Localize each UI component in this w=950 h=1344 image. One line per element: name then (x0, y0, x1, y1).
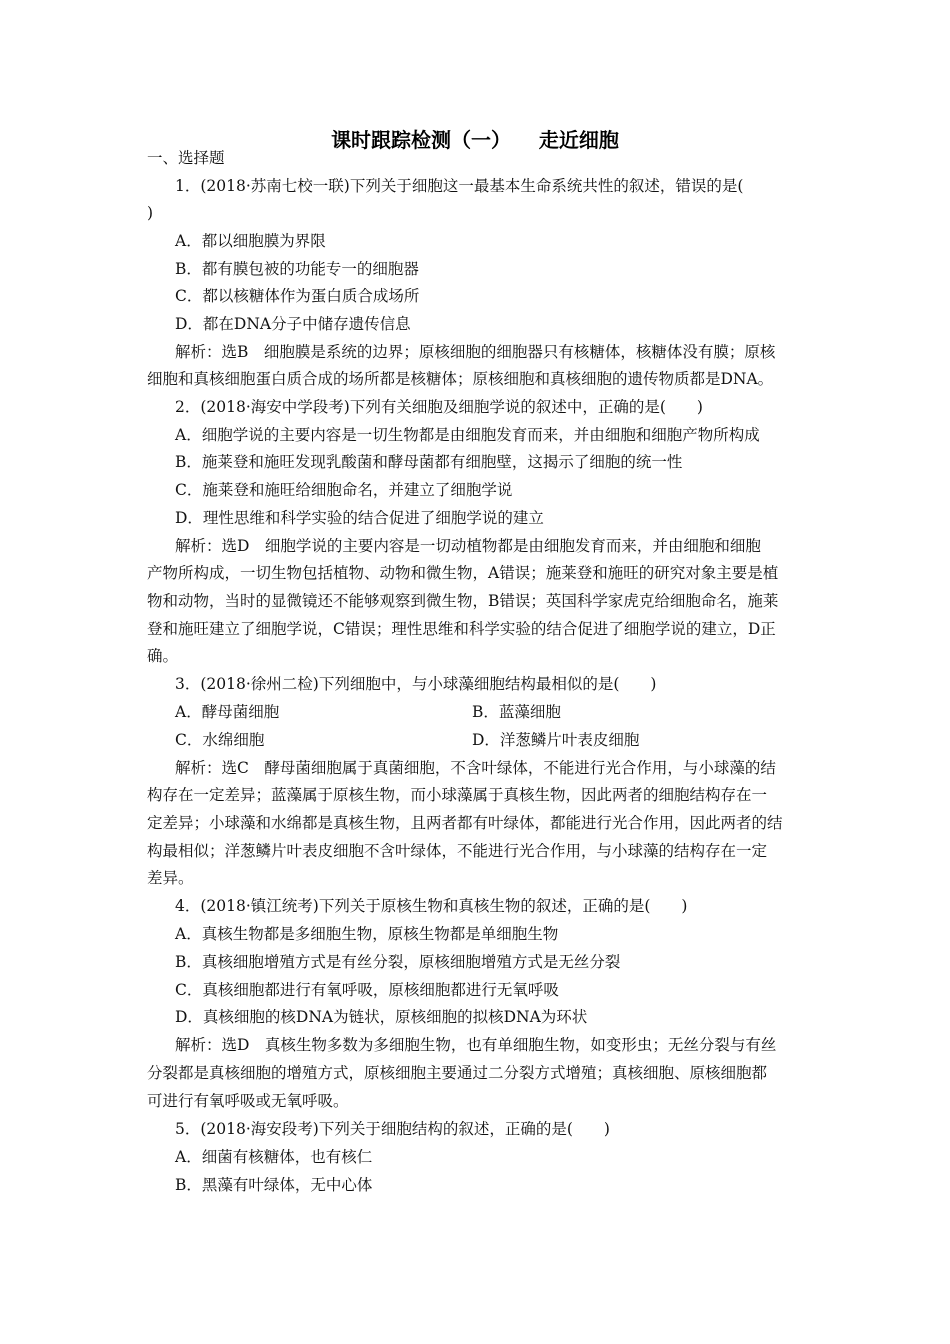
q4-analysis-cont: 可进行有氧呼吸或无氧呼吸。 (147, 1092, 349, 1110)
q4-analysis-cont: 分裂都是真核细胞的增殖方式，原核细胞主要通过二分裂方式增殖；真核细胞、原核细胞都 (147, 1064, 768, 1082)
q2-analysis-cont: 产物所构成，一切生物包括植物、动物和微生物，A错误；施莱登和施旺的研究对象主要是植 (147, 564, 779, 582)
q1-option-b: B．都有膜包被的功能专一的细胞器 (175, 260, 419, 278)
q4-analysis: 解析：选D 真核生物多数为多细胞生物，也有单细胞生物，如变形虫；无丝分裂与有丝 (175, 1036, 777, 1054)
q3-analysis-cont: 构存在一定差异；蓝藻属于原核生物，而小球藻属于真核生物，因此两者的细胞结构存在一 (147, 786, 768, 804)
q4-option-b: B．真核细胞增殖方式是有丝分裂，原核细胞增殖方式是无丝分裂 (175, 953, 621, 971)
section-heading: 一、选择题 (147, 149, 225, 167)
q2-analysis-cont: 确。 (147, 647, 179, 665)
q5-option-b: B．黑藻有叶绿体，无中心体 (175, 1176, 373, 1194)
q1-option-a: A．都以细胞膜为界限 (175, 232, 326, 250)
q3-option-c: C．水绵细胞 (175, 731, 265, 749)
q2-analysis-cont: 物和动物，当时的显微镜还不能够观察到微生物，B错误；英国科学家虎克给细胞命名，施莱 (147, 592, 779, 610)
q1-analysis: 解析：选B 细胞膜是系统的边界；原核细胞的细胞器只有核糖体，核糖体没有膜；原核 (175, 343, 776, 361)
q5-option-a: A．细菌有核糖体，也有核仁 (175, 1148, 373, 1166)
q2-option-b: B．施莱登和施旺发现乳酸菌和酵母菌都有细胞壁，这揭示了细胞的统一性 (175, 453, 683, 471)
q2-analysis-cont: 登和施旺建立了细胞学说，C错误；理性思维和科学实验的结合促进了细胞学说的建立，D正 (147, 620, 776, 638)
q4-option-a: A．真核生物都是多细胞生物，原核生物都是单细胞生物 (175, 925, 559, 943)
q1-stem-cont: ) (147, 204, 154, 222)
q5-stem: 5．(2018·海安段考)下列关于细胞结构的叙述，正确的是( ) (175, 1120, 610, 1138)
q3-analysis-cont: 定差异；小球藻和水绵都是真核生物，且两者都有叶绿体，都能进行光合作用，因此两者的结 (147, 814, 783, 832)
q3-analysis-cont: 差异。 (147, 869, 194, 887)
q2-option-d: D．理性思维和科学实验的结合促进了细胞学说的建立 (175, 509, 544, 527)
q2-analysis: 解析：选D 细胞学说的主要内容是一切动植物都是由细胞发育而来，并由细胞和细胞 (175, 537, 761, 555)
q3-analysis: 解析：选C 酵母菌细胞属于真菌细胞，不含叶绿体，不能进行光合作用，与小球藻的结 (175, 759, 776, 777)
q1-option-c: C．都以核糖体作为蛋白质合成场所 (175, 287, 420, 305)
q4-option-d: D．真核细胞的核DNA为链状，原核细胞的拟核DNA为环状 (175, 1008, 588, 1026)
q2-option-c: C．施莱登和施旺给细胞命名，并建立了细胞学说 (175, 481, 513, 499)
q3-option-a: A．酵母菌细胞 (175, 703, 280, 721)
q3-analysis-cont: 构最相似；洋葱鳞片叶表皮细胞不含叶绿体，不能进行光合作用，与小球藻的结构存在一定 (147, 842, 768, 860)
q1-analysis-cont: 细胞和真核细胞蛋白质合成的场所都是核糖体；原核细胞和真核细胞的遗传物质都是DNA。 (147, 370, 774, 388)
q3-option-d: D．洋葱鳞片叶表皮细胞 (472, 731, 640, 749)
q1-stem: 1．(2018·苏南七校一联)下列关于细胞这一最基本生命系统共性的叙述，错误的是( (175, 177, 744, 195)
q3-stem: 3．(2018·徐州二检)下列细胞中，与小球藻细胞结构最相似的是( ) (175, 675, 657, 693)
q1-option-d: D．都在DNA分子中储存遗传信息 (175, 315, 411, 333)
q2-option-a: A．细胞学说的主要内容是一切生物都是由细胞发育而来，并由细胞和细胞产物所构成 (175, 426, 760, 444)
q2-stem: 2．(2018·海安中学段考)下列有关细胞及细胞学说的叙述中，正确的是( ) (175, 398, 703, 416)
q3-option-b: B．蓝藻细胞 (472, 703, 561, 721)
q4-option-c: C．真核细胞都进行有氧呼吸，原核细胞都进行无氧呼吸 (175, 981, 559, 999)
page-title: 课时跟踪检测（一） 走近细胞 (331, 128, 619, 152)
q4-stem: 4．(2018·镇江统考)下列关于原核生物和真核生物的叙述，正确的是( ) (175, 897, 688, 915)
